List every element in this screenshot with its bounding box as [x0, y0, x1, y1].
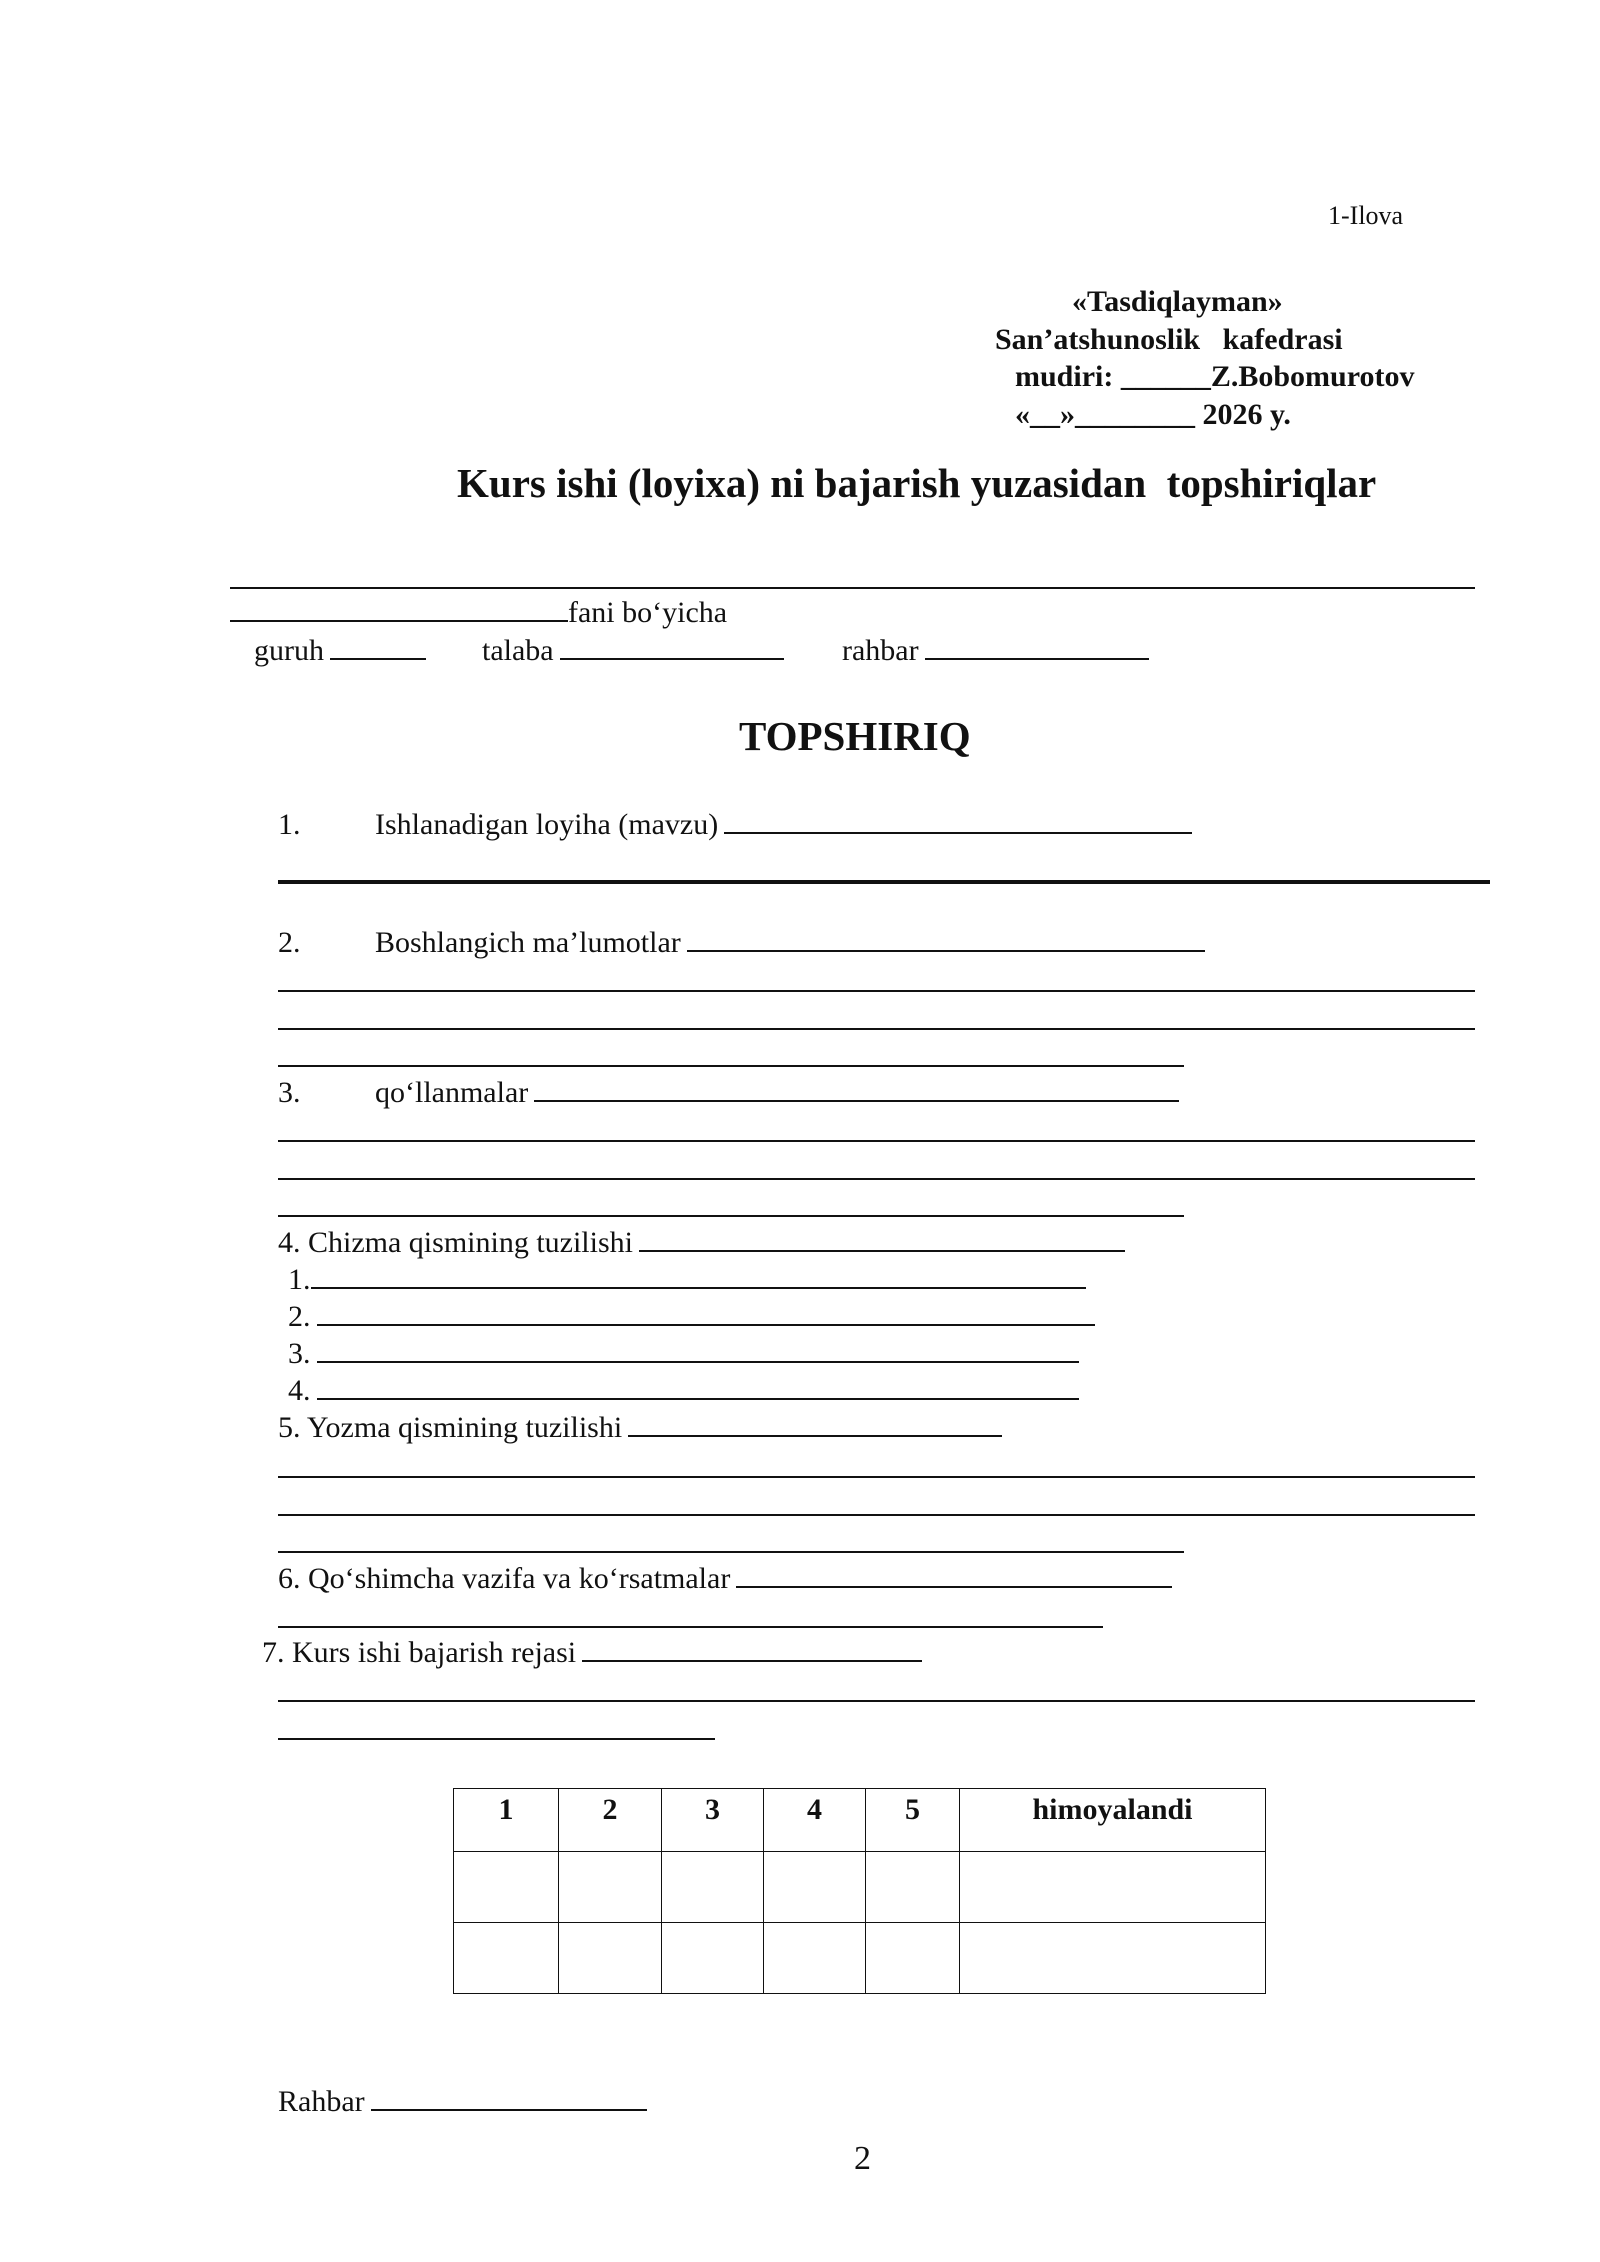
item-7-label: 7. Kurs ishi bajarish rejasi — [262, 1636, 577, 1669]
item-4-label: 4. Chizma qismining tuzilishi — [278, 1226, 633, 1259]
subject-suffix: fani bo‘yicha — [568, 596, 728, 629]
item-5-blank[interactable] — [628, 1434, 1002, 1437]
table-cell[interactable] — [454, 1852, 559, 1923]
table-row — [454, 1923, 1266, 1994]
item-5-line-3 — [278, 1551, 1184, 1553]
item-5 — [278, 1413, 1002, 1443]
table-cell[interactable] — [960, 1923, 1266, 1994]
student-blank[interactable] — [560, 657, 784, 660]
item-4-sub-2-number: 2. — [288, 1300, 311, 1333]
table-cell[interactable] — [866, 1923, 960, 1994]
item-1-label: Ishlanadigan loyiha (mavzu) — [375, 808, 719, 841]
item-4-sub-3-blank[interactable] — [317, 1360, 1079, 1363]
item-3-line-1 — [278, 1140, 1475, 1142]
item-2-line-3 — [278, 1065, 1184, 1067]
item-2-number: 2. — [278, 926, 301, 959]
subject-blank[interactable] — [230, 619, 568, 622]
item-4-sub-3 — [288, 1339, 1079, 1369]
supervisor-field — [842, 636, 1149, 666]
footer-supervisor-label: Rahbar — [278, 2085, 365, 2118]
item-4-sub-1-number: 1. — [288, 1263, 311, 1296]
item-2-line-2 — [278, 1028, 1475, 1030]
item-3-line-3 — [278, 1215, 1184, 1217]
item-4-blank[interactable] — [639, 1249, 1125, 1252]
item-1-line — [278, 880, 1490, 884]
item-1-number: 1. — [278, 808, 301, 841]
item-6-line-1 — [278, 1626, 1103, 1628]
item-2 — [375, 928, 1205, 958]
approval-head: mudiri: ______Z.Bobomurotov — [1015, 360, 1415, 393]
item-3 — [375, 1078, 1179, 1108]
table-cell[interactable] — [559, 1923, 662, 1994]
table-row — [454, 1852, 1266, 1923]
group-label: guruh — [254, 634, 324, 667]
item-7-line-2 — [278, 1738, 715, 1740]
item-4 — [278, 1228, 1125, 1258]
table-cell[interactable] — [662, 1852, 764, 1923]
item-4-sub-2-blank[interactable] — [317, 1323, 1095, 1326]
student-field — [482, 636, 784, 666]
item-4-sub-4 — [288, 1376, 1079, 1406]
item-4-sub-1 — [288, 1265, 1086, 1295]
subject-line-top — [230, 587, 1475, 589]
item-1-blank[interactable] — [724, 831, 1192, 834]
item-1 — [375, 810, 1192, 840]
item-3-number: 3. — [278, 1076, 301, 1109]
approval-title: «Tasdiqlayman» — [1072, 285, 1283, 318]
approval-date: «__»________ 2026 y. — [1015, 398, 1291, 431]
item-7-blank[interactable] — [582, 1659, 922, 1662]
footer-supervisor-blank[interactable] — [371, 2108, 647, 2111]
item-5-label: 5. Yozma qismining tuzilishi — [278, 1411, 623, 1444]
table-cell[interactable] — [454, 1923, 559, 1994]
page-number: 2 — [854, 2140, 871, 2177]
item-4-sub-4-number: 4. — [288, 1374, 311, 1407]
student-label: talaba — [482, 634, 554, 667]
table-cell[interactable] — [960, 1852, 1266, 1923]
item-7-line-1 — [278, 1700, 1475, 1702]
supervisor-label: rahbar — [842, 634, 919, 667]
item-4-sub-1-blank[interactable] — [311, 1286, 1086, 1289]
item-4-sub-2 — [288, 1302, 1095, 1332]
table-cell[interactable] — [662, 1923, 764, 1994]
supervisor-blank[interactable] — [925, 657, 1149, 660]
group-blank[interactable] — [330, 657, 426, 660]
table-header-4: 4 — [764, 1789, 866, 1852]
item-5-line-2 — [278, 1514, 1475, 1516]
item-4-sub-3-number: 3. — [288, 1337, 311, 1370]
item-2-blank[interactable] — [687, 949, 1205, 952]
page-title: Kurs ishi (loyixa) ni bajarish yuzasidan topshiriqlar — [457, 460, 1377, 506]
appendix-label: 1-Ilova — [1328, 201, 1404, 230]
subject-row — [230, 598, 727, 628]
table-header-defended: himoyalandi — [960, 1789, 1266, 1852]
item-3-line-2 — [278, 1178, 1475, 1180]
item-3-label: qo‘llanmalar — [375, 1076, 529, 1109]
table-cell[interactable] — [559, 1852, 662, 1923]
approval-department: San’atshunoslik kafedrasi — [995, 323, 1343, 356]
group-field — [254, 636, 426, 666]
progress-table — [453, 1788, 1266, 1994]
table-header-3: 3 — [662, 1789, 764, 1852]
item-6-label: 6. Qo‘shimcha vazifa va ko‘rsatmalar — [278, 1562, 731, 1595]
table-cell[interactable] — [764, 1852, 866, 1923]
table-header-2: 2 — [559, 1789, 662, 1852]
item-6 — [278, 1564, 1172, 1594]
item-3-blank[interactable] — [534, 1099, 1179, 1102]
item-2-line-1 — [278, 990, 1475, 992]
table-header-row — [454, 1789, 1266, 1852]
table-header-1: 1 — [454, 1789, 559, 1852]
table-cell[interactable] — [866, 1852, 960, 1923]
footer-supervisor — [278, 2087, 647, 2117]
item-7 — [262, 1638, 922, 1668]
item-6-blank[interactable] — [736, 1585, 1172, 1588]
item-4-sub-4-blank[interactable] — [317, 1397, 1079, 1400]
task-title: TOPSHIRIQ — [739, 713, 971, 759]
item-2-label: Boshlangich ma’lumotlar — [375, 926, 681, 959]
item-5-line-1 — [278, 1476, 1475, 1478]
table-cell[interactable] — [764, 1923, 866, 1994]
table-header-5: 5 — [866, 1789, 960, 1852]
